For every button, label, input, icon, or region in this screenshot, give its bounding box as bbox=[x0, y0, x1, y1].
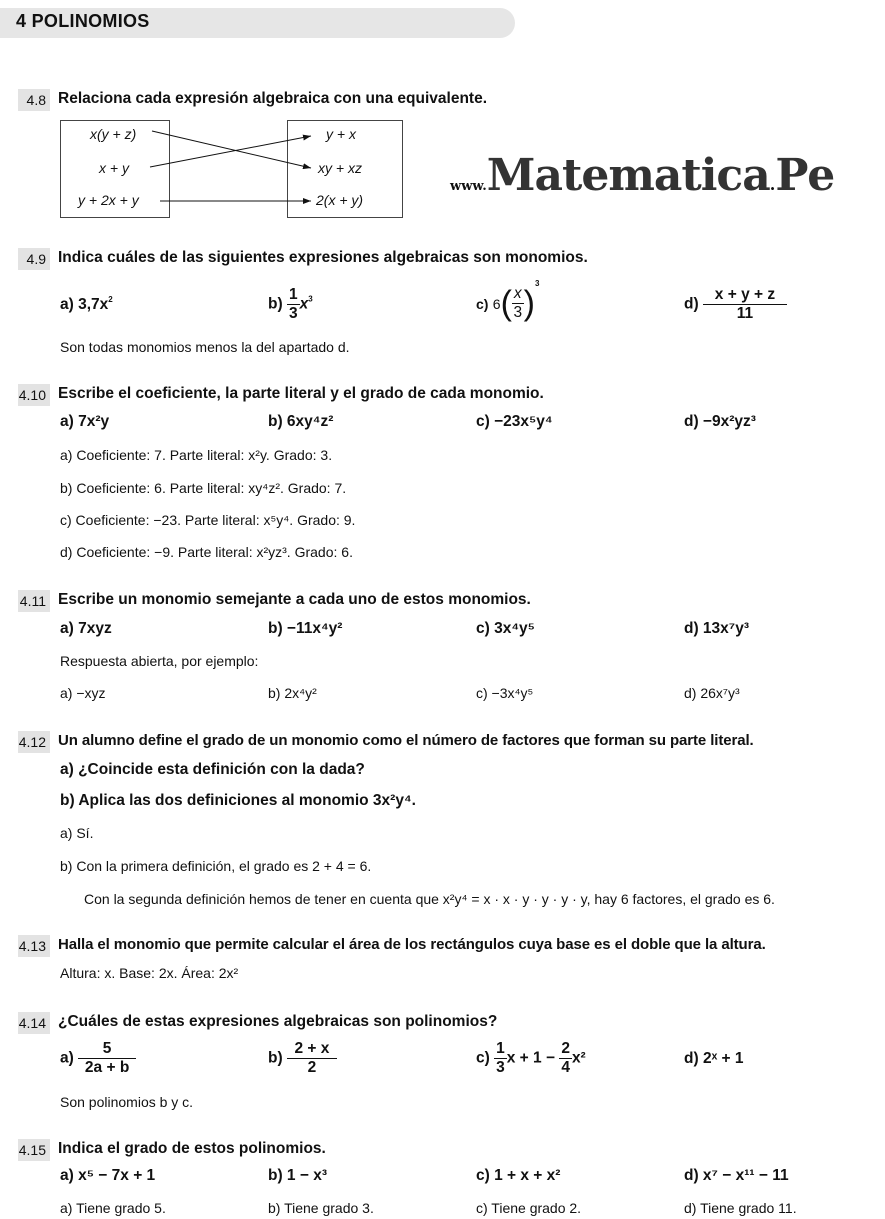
answer-text: b) Con la primera definición, el grado es 2 + 4 = 6. bbox=[60, 858, 372, 874]
answer-text: d) Coeficiente: −9. Parte literal: x²yz³. Grado: 6. bbox=[60, 544, 353, 560]
right-expression: y + x bbox=[326, 126, 356, 142]
answer-text: Con la segunda definición hemos de tener en cuenta que x²y⁴ = x · x · y · y · y · y, hay 6 factores, el grado es 6. bbox=[84, 891, 775, 907]
option-c: c) 1 + x + x² bbox=[476, 1167, 561, 1184]
option-b: b) 1 − x³ bbox=[268, 1167, 328, 1184]
answer-text: a) Tiene grado 5. bbox=[60, 1200, 166, 1216]
right-expression: xy + xz bbox=[318, 160, 362, 176]
option-a: a) $3,7x^2$ bbox=[60, 295, 113, 313]
logo-suffix: Pe bbox=[775, 150, 836, 201]
right-expression: 2(x + y) bbox=[316, 192, 364, 208]
option-d: d) −9x²yz³ bbox=[684, 413, 756, 430]
option-a: a) 7xyz bbox=[60, 620, 112, 637]
answer-text: a) −xyz bbox=[60, 685, 106, 701]
exercise-number: 4.11 bbox=[18, 590, 50, 612]
exercise-statement: Escribe un monomio semejante a cada uno de estos monomios. bbox=[58, 591, 531, 608]
exercise-number: 4.13 bbox=[18, 935, 50, 957]
watermark-logo bbox=[450, 150, 835, 201]
option-b: b) −11x⁴y² bbox=[268, 620, 343, 637]
option-d: d) 13x⁷y³ bbox=[684, 620, 749, 637]
exercise-statement: Indica el grado de estos polinomios. bbox=[58, 1140, 326, 1157]
option-b: b) $\frac{1}{3}$ $x^3$ bbox=[268, 286, 313, 322]
option-a: a) $\frac{5}{2a + b}$ bbox=[60, 1040, 136, 1077]
answer-text: Son polinomios b y c. bbox=[60, 1094, 194, 1110]
subquestion-b: b) Aplica las dos definiciones al monomio 3x²y⁴. bbox=[60, 792, 416, 809]
answer-text: c) Tiene grado 2. bbox=[476, 1200, 582, 1216]
answer-text: c) −3x⁴y⁵ bbox=[476, 685, 534, 701]
exercise-statement: Relaciona cada expresión algebraica con una equivalente. bbox=[58, 90, 487, 107]
answer-text: Altura: x. Base: 2x. Área: 2x² bbox=[60, 965, 239, 981]
answer-text: d) Tiene grado 11. bbox=[684, 1200, 797, 1216]
exercise-number: 4.15 bbox=[18, 1139, 50, 1161]
logo-dot: . bbox=[769, 175, 776, 194]
answer-text: a) Sí. bbox=[60, 825, 94, 841]
option-c: c) 3x⁴y⁵ bbox=[476, 620, 535, 637]
logo-prefix: www. bbox=[450, 179, 487, 194]
option-d: d) x⁷ − x¹¹ − 11 bbox=[684, 1167, 789, 1184]
exercise-statement: ¿Cuáles de estas expresiones algebraicas son polinomios? bbox=[58, 1013, 498, 1030]
option-a: a) x⁵ − 7x + 1 bbox=[60, 1167, 156, 1184]
answer-text: b) Tiene grado 3. bbox=[268, 1200, 374, 1216]
answer-text: d) 26x⁷y³ bbox=[684, 685, 740, 701]
exercise-number: 4.10 bbox=[18, 384, 50, 406]
exercise-statement: Un alumno define el grado de un monomio como el número de factores que forman su parte literal. bbox=[58, 732, 754, 749]
exercise-number: 4.12 bbox=[18, 731, 50, 753]
left-expression: x(y + z) bbox=[90, 126, 137, 142]
option-d: d) $\frac{x + y + z}{11}$ bbox=[684, 286, 787, 323]
exercise-statement: Escribe el coeficiente, la parte literal y el grado de cada monomio. bbox=[58, 385, 544, 402]
exercise-statement: Halla el monomio que permite calcular el área de los rectángulos cuya base es el doble que la altura. bbox=[58, 936, 766, 953]
option-b: b) 6xy⁴z² bbox=[268, 413, 334, 430]
left-expression: x + y bbox=[99, 160, 129, 176]
option-d: d) 2ˣ + 1 bbox=[684, 1050, 744, 1067]
exercise-number: 4.8 bbox=[18, 89, 50, 111]
exercise-number: 4.14 bbox=[18, 1012, 50, 1034]
logo-brand: Matematica bbox=[486, 150, 770, 201]
option-c: c) 6( $\frac{x}{3}$ )$^3$ bbox=[476, 279, 540, 323]
answer-text: c) Coeficiente: −23. Parte literal: x⁵y⁴. Grado: 9. bbox=[60, 512, 356, 528]
option-c: c) −23x⁵y⁴ bbox=[476, 413, 553, 430]
left-expression: y + 2x + y bbox=[78, 192, 139, 208]
option-a: a) 7x²y bbox=[60, 413, 110, 430]
answer-text: a) Coeficiente: 7. Parte literal: x²y. Grado: 3. bbox=[60, 447, 333, 463]
chapter-title: 4 POLINOMIOS bbox=[16, 11, 150, 31]
answer-text: b) Coeficiente: 6. Parte literal: xy⁴z². Grado: 7. bbox=[60, 480, 347, 496]
exercise-number: 4.9 bbox=[18, 248, 50, 270]
answer-intro: Respuesta abierta, por ejemplo: bbox=[60, 653, 259, 669]
exercise-statement: Indica cuáles de las siguientes expresiones algebraicas son monomios. bbox=[58, 249, 588, 266]
option-c: c) $\frac{1}{3}$ x + 1 − $\frac{2}{4}$ x² bbox=[476, 1040, 586, 1076]
answer-text: Son todas monomios menos la del apartado d. bbox=[60, 339, 350, 355]
subquestion-a: a) ¿Coincide esta definición con la dada? bbox=[60, 761, 365, 778]
answer-text: b) 2x⁴y² bbox=[268, 685, 317, 701]
option-b: b) $\frac{2 + x}{2}$ bbox=[268, 1040, 337, 1077]
